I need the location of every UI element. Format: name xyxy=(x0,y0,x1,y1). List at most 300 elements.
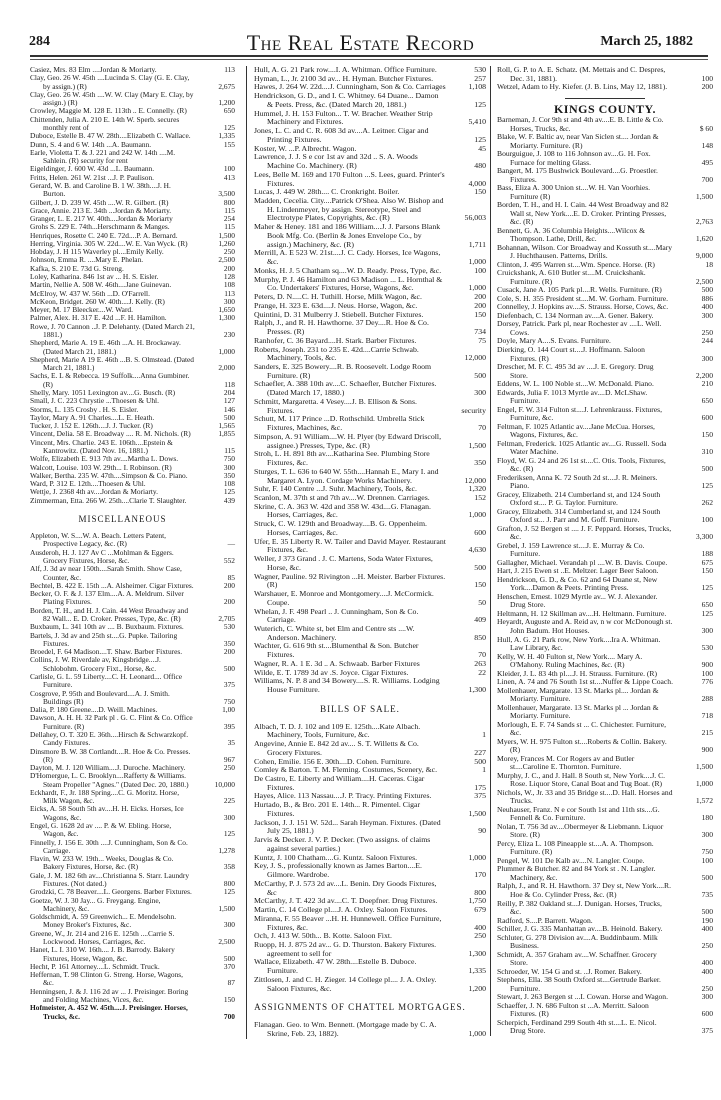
entry-amount: 3,300 xyxy=(695,532,713,542)
entry-amount: 22 xyxy=(478,667,486,677)
entry-amount: 500 xyxy=(474,370,486,380)
entry-amount: 2,200 xyxy=(695,370,713,380)
column-1 xyxy=(30,66,235,1021)
list-item xyxy=(254,538,486,555)
entry-amount: 650 xyxy=(701,600,713,610)
list-item xyxy=(497,1019,713,1036)
entry-text: Hobday, J. H 115 Waverley pl....Emily Kelly. xyxy=(30,247,164,257)
entry-amount: 400 xyxy=(701,924,713,934)
entry-text: Borden, T. H., and H. I. Cain. 44 West Broadway and 82 Wall st, New York....E. D. Croker. Printing Presses, &c. (R) xyxy=(497,200,669,227)
entry-amount: 300 xyxy=(701,310,713,320)
entry-text: Dinsmore B. W. 38 Cortlandt....R. Hoe & Co. Presses. (R) xyxy=(30,746,191,764)
entry-amount: 900 xyxy=(701,745,713,755)
entry-amount: 262 xyxy=(701,498,713,508)
entry-text: Greene, W., Jr. 214 and 216 E. 125th ....Carrie S. Lockwood. Horses, Carriages, &c. xyxy=(30,928,175,946)
entry-text: Cosgrove, P. 95th and Boulevard....A. J. Smith. Buildings (R) xyxy=(30,688,170,706)
entry-amount: 1 xyxy=(482,765,486,775)
entry-text: Gale, J. M. 182 6th av....Christianna S. Starr. Laundry Fixtures. (Not dated.) xyxy=(30,870,190,888)
list-item xyxy=(497,320,713,337)
entry-amount: 1,320 xyxy=(468,484,486,494)
entry-amount: 2,500 xyxy=(218,936,235,946)
entry-text: McCarthy, J. T. 422 3d av....C. T. Doepfner. Drug Fixtures. xyxy=(254,896,438,906)
entry-amount: 250 xyxy=(701,327,713,337)
entry-text: Wetzel, Adam to Hy. Kiefer. (J. B. Lins, May 12, 1881). xyxy=(497,82,668,92)
entry-amount: 100 xyxy=(701,855,713,865)
list-item xyxy=(497,167,713,184)
publication-title: The Real Estate Record xyxy=(246,30,475,55)
list-item xyxy=(30,182,235,199)
entry-text: Percy, Eliza L. 108 Pineapple st....A. A. Thompson. Furniture. (R) xyxy=(497,838,654,857)
entry-amount: 263 xyxy=(474,658,486,668)
entry-amount: 250 xyxy=(223,763,235,773)
entry-text: Koster, W. ...P. Albrecht. Wagon. xyxy=(254,143,357,153)
entry-text: Casiez, Mrs. 83 Elm ....Jordan & Moriarty. xyxy=(30,65,157,74)
entry-text: Miranna, F. 55 Beaver ...H. H. Hunnewell. Office Furniture, Fixtures, &c. xyxy=(254,913,442,932)
entry-text: Ralph, J., and R. H. Hawthorne. 37 Dey....R. Hoe & Co. Presses. (R) xyxy=(254,318,429,337)
list-item xyxy=(30,532,235,549)
entry-amount: 1,108 xyxy=(468,82,486,92)
list-item xyxy=(30,439,235,456)
entry-text: Mollenhauer, Margarate. 13 St. Marks pl ... Jordan & Moriarty. Furniture. xyxy=(497,702,659,721)
list-item xyxy=(254,520,486,537)
entry-amount: 500 xyxy=(701,872,713,882)
entry-text: Borden, T. H., and H. J. Cain. 44 West Broadway and 82 Wall... E. D. Croker. Presses, Type, &c. (R) xyxy=(30,605,189,623)
list-item xyxy=(254,346,486,363)
entry-text: Feltman, Frederick. 1025 Atlantic av....G. Russell. Soda Water Machine. xyxy=(497,438,667,457)
entry-amount: 146 xyxy=(223,404,235,414)
list-item xyxy=(497,1002,713,1019)
entry-text: Meyer, M. 17 Bleecker....W. Ward. xyxy=(30,305,133,315)
list-item xyxy=(254,450,486,467)
entry-text: Quintini, D. 31 Mulberry J. Stiebell. Butcher Fixtures. xyxy=(254,309,424,319)
entry-amount: 300 xyxy=(701,353,713,363)
entry-text: Clinton, J. 495 Warren st....Wm. Spence. Horse. (R) xyxy=(497,259,655,269)
entry-amount: 108 xyxy=(223,280,235,290)
list-item xyxy=(30,748,235,765)
entry-amount: 204 xyxy=(223,387,235,397)
entry-amount: 395 xyxy=(223,721,235,731)
list-item xyxy=(497,789,713,806)
entry-text: Walcott, Louise. 103 W. 29th... I. Robinson. (R) xyxy=(30,462,172,472)
list-item xyxy=(497,474,713,491)
list-item xyxy=(497,363,713,380)
entry-amount: 300 xyxy=(223,462,235,472)
entry-text: Bass, Eliza A. 300 Union st....W. H. Van Voorhies. Furniture (R) xyxy=(497,183,651,201)
entry-text: Dorsey, Patrick. Park pl, near Rochester av ....L. Well. Cows. xyxy=(497,319,662,337)
entry-amount: 1,500 xyxy=(218,903,235,913)
entry-text: Jackson, J. J. 151 W. 52d... Sarah Heyman. Fixtures. (Dated July 25, 1881.) xyxy=(254,817,441,836)
entry-text: Shepherd, Marie A. 19 E. 46th ...A. H. Brockaway. (Dated March 21, 1881.) xyxy=(30,338,181,356)
list-item xyxy=(30,497,235,505)
entry-text: Edwards, Julia F. 1013 Myrtle av....D. McLShaw. Furniture. xyxy=(497,387,648,406)
entry-text: Gerard, W. B. and Caroline B. 1 W. 38th....J. H. Burton. xyxy=(30,180,171,199)
list-item xyxy=(497,406,713,423)
entry-amount: 200 xyxy=(474,300,486,310)
entry-text: Schmitt, Margaretta. 4 Vesey....J. B. Ellison & Sons. Fixtures. xyxy=(254,396,417,415)
entry-amount: $ 60 xyxy=(699,123,713,133)
entry-amount: 850 xyxy=(474,632,486,642)
list-item xyxy=(254,468,486,485)
entry-amount: 113 xyxy=(224,65,235,74)
entry-text: Sachs, E. L & Rebecca. 19 Suffolk....Anna Gumbiner. (R) xyxy=(30,371,190,389)
entry-amount: 1,565 xyxy=(218,421,235,431)
entry-text: Small, J. C. 223 Chrystie ...Thoesen & Uhl. xyxy=(30,396,159,406)
entry-text: Alf, J. 3d av near 150th....Sarah Smith. Show Case, Counter, &c. xyxy=(30,564,182,582)
entry-text: Flanagan. Geo. to Wm. Bennett. (Mortgage made by C. A. Skrine, Feb. 23, 1882). xyxy=(254,1020,437,1038)
header-rule xyxy=(30,55,708,57)
list-item xyxy=(254,1021,486,1038)
entry-amount: 1,278 xyxy=(218,845,235,855)
entry-amount: 45 xyxy=(478,143,486,153)
entry-text: Radford, S....P. Barrett. Wagon. xyxy=(497,915,593,925)
entry-amount: — xyxy=(227,539,235,549)
entry-text: Mollenhauer, Margarate. 13 St. Marks pl.... Jordan & Moriarty. Furniture. xyxy=(497,685,659,704)
entry-amount: 439 xyxy=(223,495,235,505)
entry-text: Simpson, A. 91 William....W. H. Plyer (by Edward Driscoll, assignee.) Presses, Type, &c. (R) xyxy=(254,431,442,450)
list-item xyxy=(30,673,235,690)
entry-amount: 125 xyxy=(701,481,713,491)
entry-text: Ruopp, H. J. 875 2d av... G. D. Thurston. Bakery Fixtures. agreement to sell for xyxy=(254,939,437,958)
list-item xyxy=(30,822,235,839)
entry-amount: 400 xyxy=(474,922,486,932)
entry-text: Wolfe, Elizabeth E. 913 7th av....Martha L. Dows. xyxy=(30,454,179,464)
entry-amount: 1,500 xyxy=(218,230,235,240)
list-item xyxy=(254,740,486,757)
entry-text: Reilly, P. 382 Oakland st...J. Dunigan. Horses, Trucks, &c. xyxy=(497,898,662,917)
list-item xyxy=(254,958,486,975)
entry-amount: 400 xyxy=(701,966,713,976)
entry-text: Barneman, J. Cor 9th st and 4th av....E. B. Little & Co. Horses, Trucks, &c. xyxy=(497,115,664,133)
entry-text: Carlisle, G. L. 59 Liberty....C. H. Leonard.... Office Furniture. xyxy=(30,671,183,690)
entry-text: Herring, Virginia. 305 W. 22d....W. E. Van Wyck. (R) xyxy=(30,238,188,248)
entry-text: Kuntz, J. 100 Chatham....G. Kuntz. Saloon Fixtures. xyxy=(254,852,418,862)
entry-text: Buxbaum, L. 341 10th av .... B. Buxbaum. Fixtures. xyxy=(30,622,184,632)
entry-text: Kelly, W. H. 40 Fulton st, New York.... Mary A. O'Mahony. Ruling Machines, &c. (R) xyxy=(497,651,643,670)
entry-text: Bohannan, Wilson. Cor Broadway and Kossuth st....Mary J. Huchthausen. Patterns, Drills. xyxy=(497,242,673,261)
list-item xyxy=(30,855,235,872)
list-item xyxy=(254,941,486,958)
entry-text: De Castro, E. Liberty and William....H. Caceras. Cigar Fixtures. xyxy=(254,774,425,792)
entry-amount: 250 xyxy=(701,983,713,993)
entry-amount: 300 xyxy=(223,812,235,822)
entry-amount: 1,300 xyxy=(218,313,235,323)
list-item xyxy=(30,988,235,1005)
entry-text: Shelly, Mary. 1051 Lexington av....G. Busch. (R) xyxy=(30,387,176,397)
entry-amount: 500 xyxy=(223,953,235,963)
entry-amount: 257 xyxy=(474,73,486,83)
entry-amount: 200 xyxy=(474,292,486,302)
entry-text: Wallace, Elizabeth. 47 W. 28th....Estelle B. Duboce. Furniture. xyxy=(254,957,417,976)
list-item xyxy=(497,227,713,244)
entry-amount: 300 xyxy=(701,830,713,840)
entry-amount: 600 xyxy=(474,527,486,537)
entry-text: Lucas, J. 449 W. 28th.... C. Cronkright. Boiler. xyxy=(254,187,400,197)
section-heading-chattel-mortgages: ASSIGNMENTS OF CHATTEL MORTGAGES. xyxy=(254,1002,466,1013)
entry-amount: 127 xyxy=(223,396,235,406)
entry-text: Vincent, Mrs. Charlie. 243 E. 106th....Epstein & Kantrowitz. (Dated Nov. 16, 1881.) xyxy=(30,437,173,455)
list-item xyxy=(254,723,486,740)
list-item xyxy=(497,83,713,92)
entry-amount: 718 xyxy=(701,711,713,721)
entry-text: Hull, A. G. 21 Park row....I. A. Whitman. Office Furniture. xyxy=(254,65,437,74)
list-item xyxy=(30,565,235,582)
entry-text: Angevine, Annie E. 842 2d av.... S. T. Willetts & Co. Grocery Fixtures. xyxy=(254,739,419,757)
entry-amount: 350 xyxy=(223,470,235,480)
entry-text: Heyardt, Auguste and A. Reid av, n w cor McDonough st. John Badum. Hot Houses. xyxy=(497,617,673,635)
list-item xyxy=(254,92,486,109)
entry-amount: 115 xyxy=(224,222,235,232)
entry-amount: 650 xyxy=(701,396,713,406)
entry-amount: 100 xyxy=(701,73,713,83)
entry-text: Cusack, Jane A. 105 Park pl....R. Wells. Furniture. (R) xyxy=(497,285,662,295)
list-item xyxy=(30,91,235,108)
entry-amount: 150 xyxy=(474,187,486,197)
entry-amount: 350 xyxy=(474,458,486,468)
list-item xyxy=(254,223,486,249)
entry-amount: 125 xyxy=(474,99,486,109)
list-item xyxy=(254,249,486,266)
list-item xyxy=(497,244,713,261)
entry-text: Cohen, Emilie. 156 E. 30th....D. Cohen. Furniture. xyxy=(254,756,412,766)
list-item xyxy=(30,149,235,166)
entry-text: Flavin, W. 233 W. 19th... Weeks, Douglas & Co. Bakery Fixtures, Horse, &c. (R) xyxy=(30,854,174,872)
entry-text: Engel, F. W. 314 Fulton st....J. Lehrenkrauss. Fixtures, Furniture, &c. xyxy=(497,404,662,423)
list-item xyxy=(30,839,235,856)
entry-text: Bennett, G. A. 36 Columbia Heights....Wilcox & Thompson. Lathe, Drill, &c. xyxy=(497,225,645,244)
entry-amount: 200 xyxy=(223,263,235,273)
entry-amount: 125 xyxy=(223,887,235,897)
list-item xyxy=(497,865,713,882)
entry-amount: 552 xyxy=(223,556,235,566)
list-item xyxy=(497,66,713,83)
list-item xyxy=(30,971,235,988)
entry-amount: 200 xyxy=(223,647,235,657)
entry-amount: 300 xyxy=(701,992,713,1002)
entry-text: Diefenbach, C. 134 Norman av....A. Gener. Bakery. xyxy=(497,310,654,320)
entry-amount: 1,260 xyxy=(218,238,235,248)
entry-text: Linen, A. 74 and 76 South 1st st....Nuffer & Lippe Coach. xyxy=(497,677,673,687)
entry-text: Hart, J. 215 Ewen st ..E. Meltzer. Lager Beer Saloon. xyxy=(497,566,659,576)
entry-amount: 4,630 xyxy=(468,545,486,555)
entry-amount: 125 xyxy=(223,829,235,839)
entry-text: Dierking, O. 144 Court st....J. Hoffmann. Saloon Fixtures. (R) xyxy=(497,344,645,363)
entry-amount: 900 xyxy=(701,660,713,670)
entry-text: Wettje, J. 2368 4th av....Jordan & Moriarty. xyxy=(30,487,158,497)
entry-text: Roberts, Joseph. 231 to 235 E. 42d....Carrie Schwab. Machinery, Tools, &c. xyxy=(254,344,419,363)
entry-amount: 227 xyxy=(474,747,486,757)
entry-amount: 886 xyxy=(701,293,713,303)
list-item xyxy=(254,363,486,380)
entry-amount: 967 xyxy=(223,754,235,764)
entry-amount: 5,410 xyxy=(468,117,486,127)
entry-amount: 125 xyxy=(223,487,235,497)
entry-amount: 500 xyxy=(223,412,235,422)
entry-text: Henningsen, J. & J. 116 2d av ... J. Preisinger. Boring and Folding Machines, Vices, &c. xyxy=(30,986,189,1004)
entry-amount: 1,335 xyxy=(468,966,486,976)
entry-text: Johnson, Emma R. ....Mary E. Phelan. xyxy=(30,255,144,265)
entry-amount: 215 xyxy=(701,728,713,738)
entry-amount: 1,000 xyxy=(468,510,486,520)
entry-amount: 155 xyxy=(223,139,235,149)
entry-text: Zittlosen, J. and C. H. Zieger. 14 College pl.... J. A. Oxley. Saloon Fixtures, &c. xyxy=(254,974,437,993)
entry-text: Henriques, Rosette C. 240 E. 72d....P. A. Bernard. xyxy=(30,230,178,240)
list-item xyxy=(30,772,235,789)
entry-amount: 150 xyxy=(701,566,713,576)
entry-amount: 1,650 xyxy=(218,305,235,315)
entry-text: Nolan, T. 756 3d av....Obermeyer & Liebmann. Liquor Store. (R) xyxy=(497,821,664,840)
entry-amount: 358 xyxy=(223,862,235,872)
entry-text: McCarthy, P. J. 573 2d av....L. Benin. Dry Goods Fixtures, &c xyxy=(254,878,437,897)
list-item xyxy=(254,415,486,432)
entry-text: Madden, Cecelia. City....Patrick O'Shea. Also W. Bishop and H. Lindenmeyer, by assign. Stereotype, Steel and Electrotype Plates, Copyrights, &c. (R) xyxy=(254,196,444,223)
entry-text: Shepherd, Marie A 19 E. 46th ...B. S. Olmstead. (Dated March 21, 1881.) xyxy=(30,354,195,373)
entry-text: Finnelly, J. 156 E. 30th ....J. Cunningham, Son & Co. Carriage. xyxy=(30,837,188,855)
entry-text: Becker, O. F. & J. 137 Elm....A. A. Meldrum. Silver Plating Fixtures. xyxy=(30,589,184,607)
entry-text: Wagner, Pauline. 92 Rivington ...H. Meister. Barber Fixtures. (R) xyxy=(254,571,446,590)
entry-amount: 125 xyxy=(223,122,235,132)
entry-text: Clay, Geo. 26 W. 45th ....W. W. Clay (Mary E. Clay, by assign.) (R) xyxy=(30,89,194,108)
list-item xyxy=(254,503,486,520)
entry-amount: 800 xyxy=(223,197,235,207)
entry-text: Eicks, A. 58 South 5th av....H. H. Eicks. Horses, Ice Wagons, &c. xyxy=(30,804,184,822)
entry-text: Dalia, P. 180 Greene....D. Weill. Machines. xyxy=(30,705,158,715)
entry-text: McElroy, W. 437 W. 56th ...D. O'Farrell. xyxy=(30,288,150,298)
entry-text: Chittenden, Julia A. 210 E. 14th W. Sperb. secures monthly rent of xyxy=(30,114,180,132)
list-item xyxy=(497,491,713,508)
list-item xyxy=(30,731,235,748)
entry-amount: 2,500 xyxy=(695,276,713,286)
entry-amount: 2,675 xyxy=(218,81,235,91)
entry-amount: 115 xyxy=(224,205,235,215)
entry-amount: 150 xyxy=(701,430,713,440)
entry-amount: 150 xyxy=(474,580,486,590)
entry-amount: 300 xyxy=(474,388,486,398)
entry-text: Merrill, A. E 523 W. 21st....J. C. Cady. Horses, Ice Wagons, &c. xyxy=(254,248,441,267)
entry-text: Ralph, J., and R. H. Hawthorn. 37 Dey st, New York....R. Hoe & Co. Cylinder Press, &c. (R) xyxy=(497,881,672,899)
entry-text: Jarvis & Decker. J. V. P. Decker. (Two assigns. of claims against several parties.) xyxy=(254,835,431,853)
list-item xyxy=(254,127,486,144)
entry-text: Hendrickson, G. D., & Co. 62 and 64 Duane st, New York....Damon & Peets. Printing Press. xyxy=(497,574,658,593)
entry-text: Neuhauser, Franz. N e cor South 1st and 11th sts....G. Fennell & Co. Furniture. xyxy=(497,804,660,823)
entry-amount: 18 xyxy=(705,259,713,269)
list-item xyxy=(254,625,486,642)
entry-text: Fritts, Helen. 261 W. 21st ...J. P. Paulison. xyxy=(30,172,155,182)
entry-amount: 12,000 xyxy=(464,475,486,485)
entry-text: Dellahey, O. T. 320 E. 36th....Hirsch & Schwarzkopf. Candy Fixtures. xyxy=(30,729,189,748)
entry-text: Hummel, J. H. 153 Fulton... T. W. Bracher. Weather Strip Machinery and Fixtures. xyxy=(254,108,433,127)
entry-amount: 1,000 xyxy=(468,852,486,862)
list-item xyxy=(497,951,713,968)
list-item xyxy=(254,380,486,397)
entry-amount: 288 xyxy=(701,694,713,704)
entry-text: Tucker, J. 152 E. 126th....J. J. Tucker. (R) xyxy=(30,421,153,431)
entry-amount: 1,200 xyxy=(468,983,486,993)
list-item xyxy=(497,576,713,593)
entry-amount: 244 xyxy=(701,336,713,346)
entry-text: Albach, T. D. J. 102 and 109 E. 125th....Kate Albach. Machinery, Tools, Furniture, &c. xyxy=(254,721,421,740)
list-item xyxy=(497,772,713,789)
list-item xyxy=(497,806,713,823)
entry-text: Sturges, T. L. 636 to 640 W. 55th....Hannah E., Mary I. and Margaret A. Lyon. Cordage Works Machinery. xyxy=(254,466,439,485)
list-item xyxy=(254,319,486,336)
entry-text: Kleider, J. L. 83 4th pl....J. H. Strauss. Furniture. (R) xyxy=(497,668,657,678)
entry-text: Storms, L. 135 Crosby . H. S. Eisler. xyxy=(30,404,139,414)
entry-amount: 100 xyxy=(701,668,713,678)
entry-amount: 75 xyxy=(478,335,486,345)
entry-text: Martin, Nellie A. 508 W. 46th....Jane Guinevan. xyxy=(30,280,172,290)
entry-text: Sanders, E. 325 Bowery....R. B. Roosevelt. Lodge Room Furniture. (R) xyxy=(254,361,432,380)
entry-amount: 800 xyxy=(223,879,235,888)
list-item xyxy=(497,269,713,286)
list-item xyxy=(254,880,486,897)
entry-text: Myers, W. H. 975 Fulton st....Roberts & Collin. Bakery. (R) xyxy=(497,736,667,755)
entry-text: Crowley, Maggie M. 128 E. 113th .. E. Connelly. (R) xyxy=(30,106,187,116)
entry-text: Hofmeister, A. 452 W. 45th....J. Preisinger. Horses, Trucks, &c. xyxy=(30,1003,188,1021)
list-item xyxy=(30,590,235,607)
entry-amount: 200 xyxy=(701,82,713,92)
entry-amount: 190 xyxy=(701,915,713,925)
list-item xyxy=(497,508,713,525)
entry-text: Bourguigue, J. 108 to 116 Johnson av....G. H. Fox. Furnace for melting Glass. xyxy=(497,149,651,167)
entry-text: Drescher, M. F. C. 495 3d av ....J. E. Gregory. Drug Store. xyxy=(497,362,654,380)
list-item xyxy=(30,872,235,889)
entry-amount: 500 xyxy=(701,464,713,474)
list-item xyxy=(254,677,486,694)
list-item xyxy=(254,590,486,607)
entry-text: Taylor, Mary A. 91 Charles....L. E. Heath. xyxy=(30,412,155,422)
entry-amount: 1,620 xyxy=(695,234,713,244)
entry-text: Struck, C. W. 129th and Broadway....B. G. Oppenheim. Horses, Carriages, &c. xyxy=(254,519,427,537)
entry-text: Lees, Belle M. 169 and 170 Fulton ...S. Lees, guard. Printer's Fixtures. xyxy=(254,169,445,188)
entry-amount: 400 xyxy=(701,302,713,312)
entry-amount: 700 xyxy=(223,1011,235,1021)
entry-amount: 254 xyxy=(223,214,235,224)
entry-text: Hawes, J. 264 W. 22d....J. Cunningham, Son & Co. Carriages xyxy=(254,82,446,92)
entry-amount: 370 xyxy=(223,961,235,971)
list-item xyxy=(254,836,486,853)
entry-amount: 1,711 xyxy=(468,239,486,249)
entry-text: Dunn, S. 4 and 6 W. 14th ...A. Baumann. xyxy=(30,139,152,149)
entry-text: Collins, J. W. Riverdale av, Kingsbridge....J. Schlobohm. Grocery Fixt., Horse, &c. xyxy=(30,655,161,673)
entry-amount: 118 xyxy=(224,379,235,389)
entry-text: Eigeldinger, J. 600 W. 43d ...L. Baumann. xyxy=(30,164,155,174)
entry-amount: 35 xyxy=(227,738,235,748)
entry-amount: 2,000 xyxy=(218,363,235,373)
entry-text: Cole, S. H. 355 President st....M. W. Gorham. Furniture. xyxy=(497,293,669,303)
entry-amount: 1,000 xyxy=(218,346,235,356)
entry-amount: 1,572 xyxy=(695,796,713,806)
list-item xyxy=(30,372,235,389)
entry-amount: 10,000 xyxy=(214,779,235,789)
entry-amount: 500 xyxy=(474,756,486,766)
entry-amount: 1 xyxy=(482,730,486,740)
entry-amount: 495 xyxy=(701,157,713,167)
entry-text: Rowe, J. 70 Cannon ..J. P. Delehanty. (Dated March 21, 1881.) xyxy=(30,321,195,339)
entry-text: Skrine, C. A. 363 W. 42d and 358 W. 43d....G. Flanagan. Horses, Carriages, &c. xyxy=(254,501,431,520)
list-item xyxy=(30,656,235,673)
entry-amount: 175 xyxy=(474,782,486,792)
entry-text: Hull, A. G. 21 Park row, New York....Ira A. Whitman. Law Library, &c. xyxy=(497,634,661,653)
entry-text: Hurtado, B., & Bro. 201 E. 14th... R. Pimentel. Cigar Fixtures. xyxy=(254,800,421,818)
entry-amount: 750 xyxy=(701,847,713,857)
entry-amount: security xyxy=(461,405,486,415)
entry-amount: 679 xyxy=(474,905,486,915)
entry-amount: 600 xyxy=(701,413,713,423)
entry-text: D'Homergue, L. C. Brooklyn....Rafferty & Williams. Steam Propeller "Agnes." (Dated Dec. 20, 1880.) xyxy=(30,771,189,789)
list-item xyxy=(254,555,486,572)
section-heading-bills-of-sale: BILLS OF SALE. xyxy=(320,703,400,714)
list-item xyxy=(497,133,713,150)
